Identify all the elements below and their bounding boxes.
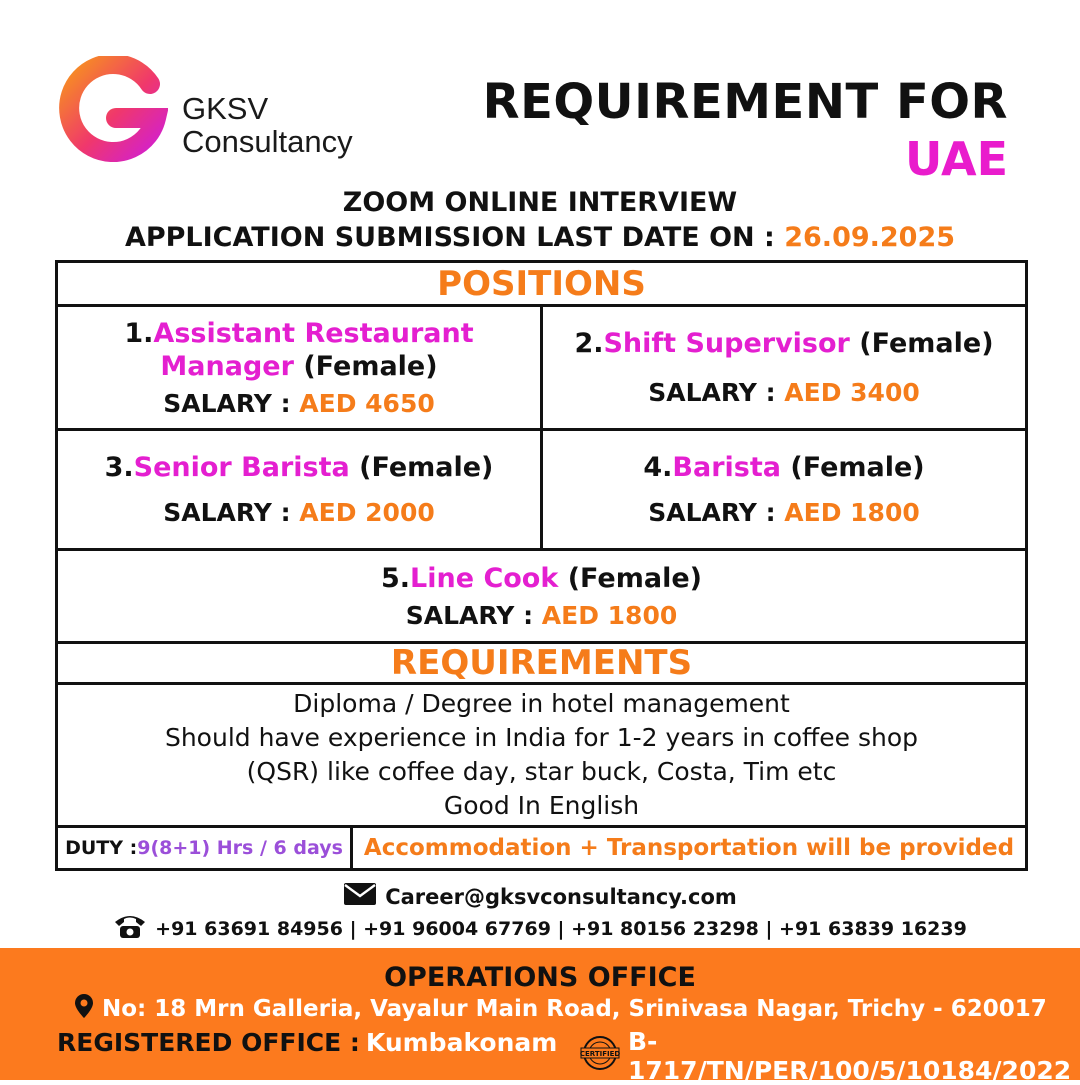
- registered-label: REGISTERED OFFICE :: [57, 1028, 360, 1057]
- position-name: Senior Barista: [133, 452, 350, 483]
- position-cell: [58, 431, 540, 548]
- position-title: [105, 451, 494, 484]
- position-name: Line Cook: [410, 562, 559, 594]
- registered-office: [57, 1028, 557, 1057]
- salary-label: SALARY :: [405, 600, 542, 630]
- salary-value: AED 4650: [299, 388, 435, 418]
- position-name-cont: Manager: [160, 350, 294, 382]
- email-address[interactable]: Career@gksvconsultancy.com: [385, 884, 737, 909]
- brand-line-2: Consultancy: [182, 124, 353, 159]
- position-name: Shift Supervisor: [603, 328, 850, 359]
- brand-name: [182, 92, 353, 158]
- salary-label: SALARY :: [648, 498, 785, 527]
- deadline-line: [0, 221, 1080, 255]
- page-title: [483, 72, 1008, 186]
- position-title: [574, 327, 993, 360]
- positions-header: POSITIONS: [58, 263, 1025, 307]
- position-number: 5.: [381, 562, 411, 594]
- table-row: [58, 551, 1025, 644]
- salary-label: SALARY :: [163, 388, 300, 418]
- duty-label: DUTY :: [65, 837, 138, 859]
- salary: [163, 389, 435, 419]
- salary: [648, 378, 920, 408]
- position-gender: (Female): [567, 562, 702, 594]
- position-number: 2.: [574, 328, 604, 359]
- table-row: [58, 431, 1025, 551]
- salary: [406, 601, 678, 631]
- position-title: [643, 451, 924, 484]
- positions-table: [55, 260, 1028, 871]
- position-cell: [540, 307, 1025, 428]
- title-country: UAE: [905, 132, 1008, 186]
- requirement-item: Diploma / Degree in hotel management: [293, 689, 790, 718]
- requirements-list: [58, 685, 1025, 828]
- svg-text:CERTIFIED: CERTIFIED: [580, 1050, 620, 1058]
- salary-label: SALARY :: [648, 378, 785, 407]
- phone-numbers[interactable]: +91 63691 84956 | +91 96004 67769 | +91 80156 23298 | +91 63839 16239: [155, 917, 967, 940]
- position-title: [124, 317, 473, 383]
- salary-value: AED 3400: [784, 378, 920, 407]
- table-row: [58, 307, 1025, 431]
- address-text: No: 18 Mrn Galleria, Vayalur Main Road, Srinivasa Nagar, Trichy - 620017: [102, 996, 1047, 1022]
- position-gender: (Female): [303, 350, 438, 382]
- brand-line-1: GKSV: [182, 91, 269, 126]
- salary-label: SALARY :: [163, 498, 300, 527]
- salary-value: AED 1800: [784, 498, 920, 527]
- license-block: [580, 1027, 1080, 1085]
- benefits: Accommodation + Transportation will be provided: [363, 835, 1015, 861]
- position-gender: (Female): [790, 452, 925, 483]
- office-address: [74, 993, 1047, 1025]
- operations-office-title: OPERATIONS OFFICE: [384, 962, 696, 993]
- table-row: [58, 828, 1025, 868]
- position-name: Assistant Restaurant: [153, 317, 474, 349]
- deadline-date: 26.09.2025: [784, 222, 956, 253]
- mail-icon: [343, 882, 377, 911]
- duty-value: 9(8+1) Hrs / 6 days: [137, 837, 343, 859]
- position-number: 1.: [124, 317, 154, 349]
- position-cell: [58, 307, 540, 428]
- deadline-label: APPLICATION SUBMISSION LAST DATE ON :: [124, 222, 785, 253]
- position-number: 4.: [643, 452, 673, 483]
- position-name: Barista: [672, 452, 781, 483]
- salary: [648, 498, 920, 528]
- certified-seal-icon: [580, 1035, 620, 1077]
- title-line-1: REQUIREMENT FOR: [482, 74, 1008, 130]
- requirement-item: Should have experience in India for 1-2 years in coffee shop: [164, 723, 919, 752]
- location-pin-icon: [74, 993, 94, 1025]
- position-number: 3.: [104, 452, 134, 483]
- position-gender: (Female): [859, 328, 994, 359]
- email-line: [0, 882, 1080, 911]
- requirement-item: (QSR) like coffee day, star buck, Costa, Tim etc: [246, 757, 837, 786]
- duty-hours: [58, 828, 353, 868]
- phone-icon: [113, 912, 147, 945]
- position-title: [381, 562, 702, 595]
- position-cell: [58, 551, 1025, 641]
- salary: [163, 498, 435, 528]
- phone-line: [0, 912, 1080, 945]
- interview-mode: ZOOM ONLINE INTERVIEW: [342, 187, 738, 218]
- registered-city: Kumbakonam: [365, 1028, 558, 1057]
- position-cell: [540, 431, 1025, 548]
- requirement-item: Good In English: [443, 791, 640, 820]
- license-number: B-1717/TN/PER/100/5/10184/2022: [628, 1027, 1072, 1085]
- gksv-logo-icon: [58, 56, 168, 166]
- salary-value: AED 2000: [299, 498, 435, 527]
- position-gender: (Female): [359, 452, 494, 483]
- salary-value: AED 1800: [541, 600, 678, 630]
- requirements-header: REQUIREMENTS: [58, 644, 1025, 685]
